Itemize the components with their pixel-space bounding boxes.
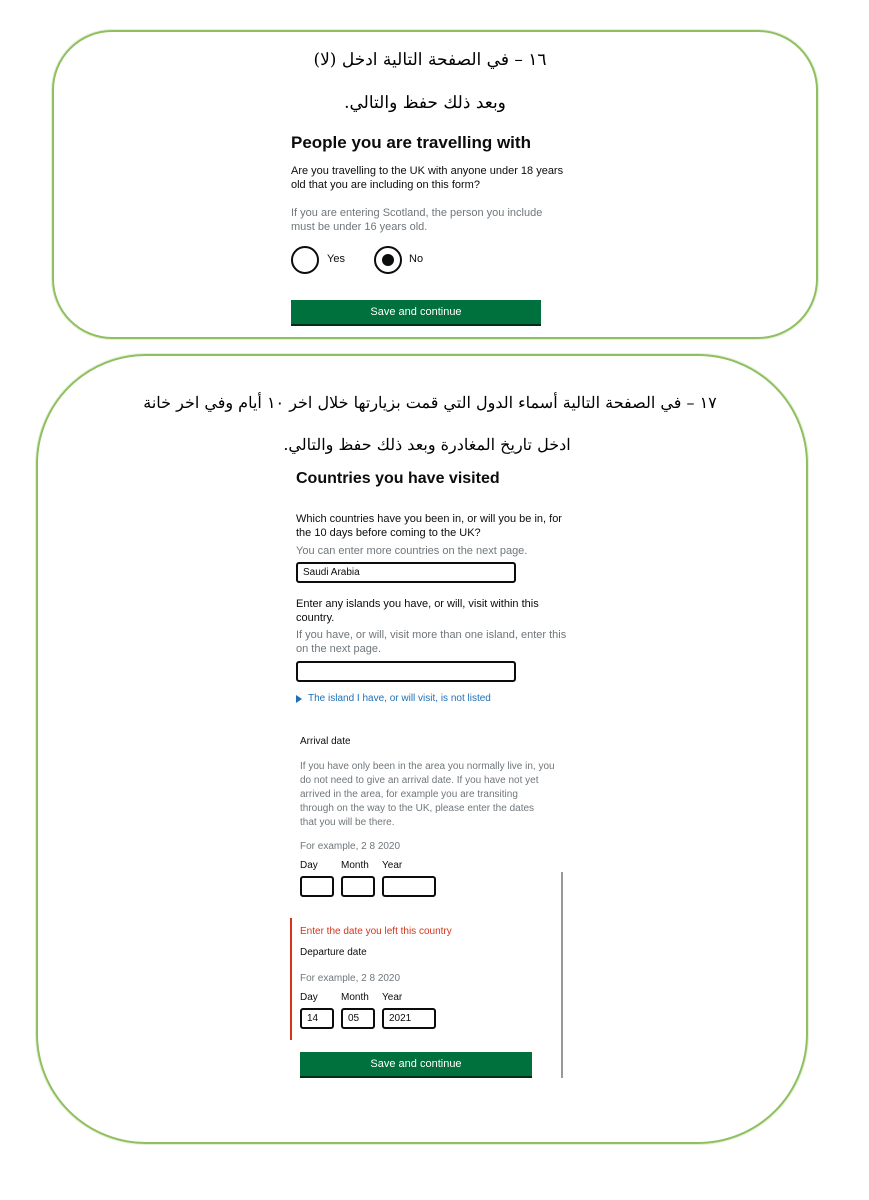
arrival-example: For example, 2 8 2020 [300, 841, 401, 852]
save-continue-button-17[interactable]: Save and continue [300, 1052, 532, 1076]
page-title-countries-visited: Countries you have visited [296, 470, 500, 487]
arrival-hint-line3: arrived in the area, for example you are transiting [300, 789, 518, 800]
arrival-date-label: Arrival date [300, 736, 351, 747]
step16-instruction-line1: ١٦ – في الصفحة التالية ادخل (لا) [313, 50, 547, 70]
departure-day-input[interactable]: 14 [300, 1008, 334, 1029]
islands-hint-line1: If you have, or will, visit more than one island, enter this [296, 629, 567, 641]
scotland-hint-line2: must be under 16 years old. [291, 221, 428, 233]
departure-month-input[interactable]: 05 [341, 1008, 375, 1029]
radio-yes-label: Yes [327, 253, 345, 265]
scotland-hint-line1: If you are entering Scotland, the person you include [291, 207, 543, 219]
islands-hint-line2: on the next page. [296, 643, 382, 655]
arrival-hint-line4: through on the way to the UK, please enter the dates [300, 803, 535, 814]
islands-label-line2: country. [296, 612, 335, 624]
radio-yes[interactable] [291, 246, 319, 274]
step16-instruction-line2: وبعد ذلك حفظ والتالي. [344, 93, 506, 113]
islands-label-line1: Enter any islands you have, or will, visit within this [296, 598, 539, 610]
island-not-listed-link[interactable]: The island I have, or will visit, is not listed [308, 693, 491, 704]
radio-selected-dot [382, 254, 394, 266]
arrival-hint-line5: that you will be there. [300, 817, 395, 828]
country-input[interactable]: Saudi Arabia [296, 562, 516, 583]
departure-example: For example, 2 8 2020 [300, 973, 401, 984]
departure-day-label: Day [300, 992, 318, 1003]
arrival-year-input[interactable] [382, 876, 436, 897]
arrival-hint-line2: do not need to give an arrival date. If you have not yet [300, 775, 539, 786]
save-continue-button-16[interactable]: Save and continue [291, 300, 541, 324]
arrival-year-label: Year [382, 860, 403, 871]
countries-question-line1: Which countries have you been in, or will you be in, for [296, 513, 562, 525]
islands-input[interactable] [296, 661, 516, 682]
radio-no-label: No [409, 253, 424, 265]
page-edge-divider [561, 872, 563, 1078]
departure-year-label: Year [382, 992, 403, 1003]
arrival-day-label: Day [300, 860, 318, 871]
arrival-day-input[interactable] [300, 876, 334, 897]
travel-question-line1: Are you travelling to the UK with anyone under 18 years [291, 165, 564, 177]
departure-error-message: Enter the date you left this country [300, 926, 452, 937]
departure-year-input[interactable]: 2021 [382, 1008, 436, 1029]
radio-no[interactable] [374, 246, 402, 274]
error-left-border [290, 918, 292, 1040]
departure-date-label: Departure date [300, 947, 367, 958]
arrival-month-input[interactable] [341, 876, 375, 897]
step17-instruction-line2: ادخل تاريخ المغادرة وبعد ذلك حفظ والتالي. [283, 435, 571, 454]
arrival-hint-line1: If you have only been in the area you normally live in, you [300, 761, 555, 772]
countries-question-line2: the 10 days before coming to the UK? [296, 527, 481, 539]
arrival-month-label: Month [341, 860, 369, 871]
countries-hint: You can enter more countries on the next page. [296, 545, 528, 557]
step17-instruction-line1: ١٧ – في الصفحة التالية أسماء الدول التي قمت بزيارتها خلال اخر ١٠ أيام وفي اخر خانة [143, 393, 717, 412]
departure-month-label: Month [341, 992, 369, 1003]
page-title-travelling-with: People you are travelling with [291, 133, 531, 152]
disclosure-triangle-icon [296, 695, 302, 703]
travel-question-line2: old that you are including on this form? [291, 179, 480, 191]
